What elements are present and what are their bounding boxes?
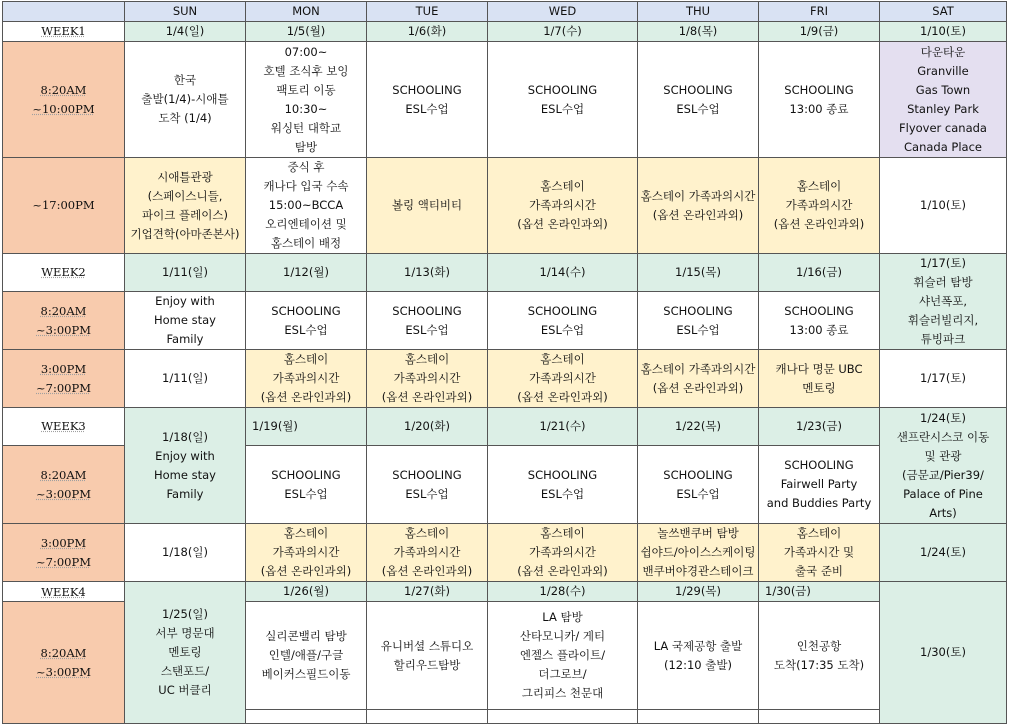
col-header-tue: TUE <box>367 2 488 22</box>
date-cell: 1/20(화) <box>367 408 488 446</box>
schedule-cell: LA 국제공항 출발 (12:10 출발) <box>638 602 759 710</box>
schedule-cell: SCHOOLING ESL수업 <box>367 292 488 350</box>
header-corner <box>3 2 125 22</box>
schedule-cell: 1/11(일) <box>125 350 246 408</box>
schedule-cell: SCHOOLING ESL수업 <box>638 446 759 524</box>
header-row <box>3 2 1007 22</box>
col-header-mon: MON <box>246 2 367 22</box>
schedule-cell: 07:00~ 호텔 조식후 보잉 팩토리 이동 10:30~ 워싱턴 대학교 탐방 <box>246 42 367 158</box>
week4-date-row <box>3 582 1007 602</box>
date-cell: 1/5(월) <box>246 22 367 42</box>
schedule-cell: SCHOOLING Fairwell Party and Buddies Party <box>759 446 880 524</box>
schedule-cell: 유니버셜 스튜디오 할리우드탐방 <box>367 602 488 710</box>
time-slot: 3:00PM ~7:00PM <box>3 524 125 582</box>
schedule-cell: SCHOOLING ESL수업 <box>246 292 367 350</box>
time-slot: ~17:00PM <box>3 158 125 254</box>
weekend-home-cell: 1/18(일) Enjoy with Home stay Family <box>125 408 246 524</box>
date-cell: 1/7(수) <box>488 22 638 42</box>
schedule-cell: SCHOOLING ESL수업 <box>367 446 488 524</box>
date-cell: 1/23(금) <box>759 408 880 446</box>
date-cell: 1/4(일) <box>125 22 246 42</box>
schedule-cell: SCHOOLING ESL수업 <box>246 446 367 524</box>
schedule-cell: 볼링 액티비티 <box>367 158 488 254</box>
schedule-cell: Enjoy with Home stay Family <box>125 292 246 350</box>
empty-cell <box>246 710 367 724</box>
schedule-cell: 1/24(토) <box>880 524 1007 582</box>
schedule-cell: 중식 후 캐나다 입국 수속 15:00~BCCA 오리엔테이션 및 홈스테이 배정 <box>246 158 367 254</box>
col-header-fri: FRI <box>759 2 880 22</box>
schedule-cell: 홈스테이 가족과의시간 (옵션 온라인과외) <box>488 158 638 254</box>
week-label: WEEK2 <box>3 254 125 292</box>
schedule-cell: SCHOOLING ESL수업 <box>488 42 638 158</box>
schedule-cell: 캐나다 명문 UBC 멘토링 <box>759 350 880 408</box>
schedule-cell: 한국 출발(1/4)-시애틀 도착 (1/4) <box>125 42 246 158</box>
empty-cell <box>488 710 638 724</box>
time-slot: 8:20AM ~3:00PM <box>3 602 125 724</box>
weekend-trip-cell: 1/24(토) 샌프란시스코 이동 및 관광 (금문교/Pier39/ Palace of Pine Arts) <box>880 408 1007 524</box>
schedule-cell: 홈스테이 가족과의시간 (옵션 온라인과외) <box>246 524 367 582</box>
col-header-wed: WED <box>488 2 638 22</box>
weekend-trip-cell: 1/25(일) 서부 명문대 멘토링 스탠포드/ UC 버클리 <box>125 582 246 724</box>
empty-cell <box>759 710 880 724</box>
date-cell: 1/6(화) <box>367 22 488 42</box>
schedule-cell: SCHOOLING ESL수업 <box>488 292 638 350</box>
col-header-sun: SUN <box>125 2 246 22</box>
time-slot: 8:20AM ~3:00PM <box>3 292 125 350</box>
time-slot: 8:20AM ~10:00PM <box>3 42 125 158</box>
date-cell: 1/16(금) <box>759 254 880 292</box>
schedule-cell: 홈스테이 가족과의시간 (옵션 온라인과외) <box>488 350 638 408</box>
week3-afternoon-row <box>3 524 1007 582</box>
week-label: WEEK3 <box>3 408 125 446</box>
schedule-cell: 홈스테이 가족과의시간 (옵션 온라인과외) <box>246 350 367 408</box>
schedule-cell: 홈스테이 가족과의시간 (옵션 온라인과외) <box>488 524 638 582</box>
schedule-cell: SCHOOLING 13:00 종료 <box>759 42 880 158</box>
week-label: WEEK4 <box>3 582 125 602</box>
date-cell: 1/29(목) <box>638 582 759 602</box>
schedule-cell: 실리콘밸리 탐방 인텔/애플/구글 베이커스필드이동 <box>246 602 367 710</box>
time-slot: 3:00PM ~7:00PM <box>3 350 125 408</box>
col-header-sat: SAT <box>880 2 1007 22</box>
week1-date-row <box>3 22 1007 42</box>
week2-morning-row <box>3 292 1007 350</box>
date-cell: 1/14(수) <box>488 254 638 292</box>
weekend-trip-cell: 1/17(토) 휘슬러 탐방 샤넌폭포, 휘슬러빌리지, 튜빙파크 <box>880 254 1007 350</box>
date-cell: 1/26(월) <box>246 582 367 602</box>
schedule-cell: 홈스테이 가족과의시간 (옵션 온라인과외) <box>367 524 488 582</box>
schedule-cell: 인천공항 도착(17:35 도착) <box>759 602 880 710</box>
schedule-cell: 홈스테이 가족과의시간 (옵션 온라인과외) <box>638 158 759 254</box>
date-cell: 1/30(금) <box>759 582 880 602</box>
schedule-cell: 1/18(일) <box>125 524 246 582</box>
schedule-cell: SCHOOLING 13:00 종료 <box>759 292 880 350</box>
date-cell: 1/15(목) <box>638 254 759 292</box>
schedule-cell: 1/17(토) <box>880 350 1007 408</box>
col-header-thu: THU <box>638 2 759 22</box>
weekend-trip-cell: 1/30(토) <box>880 582 1007 724</box>
schedule-cell: 시애틀관광 (스페이스니들, 파이크 플레이스) 기업견학(아마존본사) <box>125 158 246 254</box>
week2-afternoon-row <box>3 350 1007 408</box>
schedule-cell: 1/10(토) <box>880 158 1007 254</box>
schedule-cell: 놀쓰밴쿠버 탐방 쉽야드/아이스스케이팅 밴쿠버야경관스테이크 <box>638 524 759 582</box>
schedule-cell: 다운타운 Granville Gas Town Stanley Park Flyover canada Canada Place <box>880 42 1007 158</box>
week1-afternoon-row <box>3 158 1007 254</box>
schedule-cell: LA 탐방 산타모니카/ 게티 엔젤스 플라이트/ 더그로브/ 그리피스 천문대 <box>488 602 638 710</box>
date-cell: 1/19(월) <box>246 408 367 446</box>
week3-date-row <box>3 408 1007 446</box>
date-cell: 1/12(월) <box>246 254 367 292</box>
schedule-cell: SCHOOLING ESL수업 <box>367 42 488 158</box>
date-cell: 1/28(수) <box>488 582 638 602</box>
schedule-cell: SCHOOLING ESL수업 <box>638 42 759 158</box>
date-cell: 1/9(금) <box>759 22 880 42</box>
date-cell: 1/22(목) <box>638 408 759 446</box>
time-slot: 8:20AM ~3:00PM <box>3 446 125 524</box>
date-cell: 1/8(목) <box>638 22 759 42</box>
empty-cell <box>638 710 759 724</box>
schedule-table <box>2 1 1007 724</box>
schedule-cell: SCHOOLING ESL수업 <box>488 446 638 524</box>
date-cell: 1/27(화) <box>367 582 488 602</box>
date-cell: 1/11(일) <box>125 254 246 292</box>
schedule-cell: 홈스테이 가족과의시간 (옵션 온라인과외) <box>759 158 880 254</box>
schedule-cell: 홈스테이 가족과의시간 (옵션 온라인과외) <box>367 350 488 408</box>
week-label: WEEK1 <box>3 22 125 42</box>
week1-morning-row <box>3 42 1007 158</box>
date-cell: 1/10(토) <box>880 22 1007 42</box>
date-cell: 1/13(화) <box>367 254 488 292</box>
schedule-cell: 홈스테이 가족과의시간 (옵션 온라인과외) <box>638 350 759 408</box>
schedule-cell: 홈스테이 가족과시간 및 출국 준비 <box>759 524 880 582</box>
date-cell: 1/21(수) <box>488 408 638 446</box>
schedule-cell: SCHOOLING ESL수업 <box>638 292 759 350</box>
empty-cell <box>367 710 488 724</box>
week2-date-row <box>3 254 1007 292</box>
